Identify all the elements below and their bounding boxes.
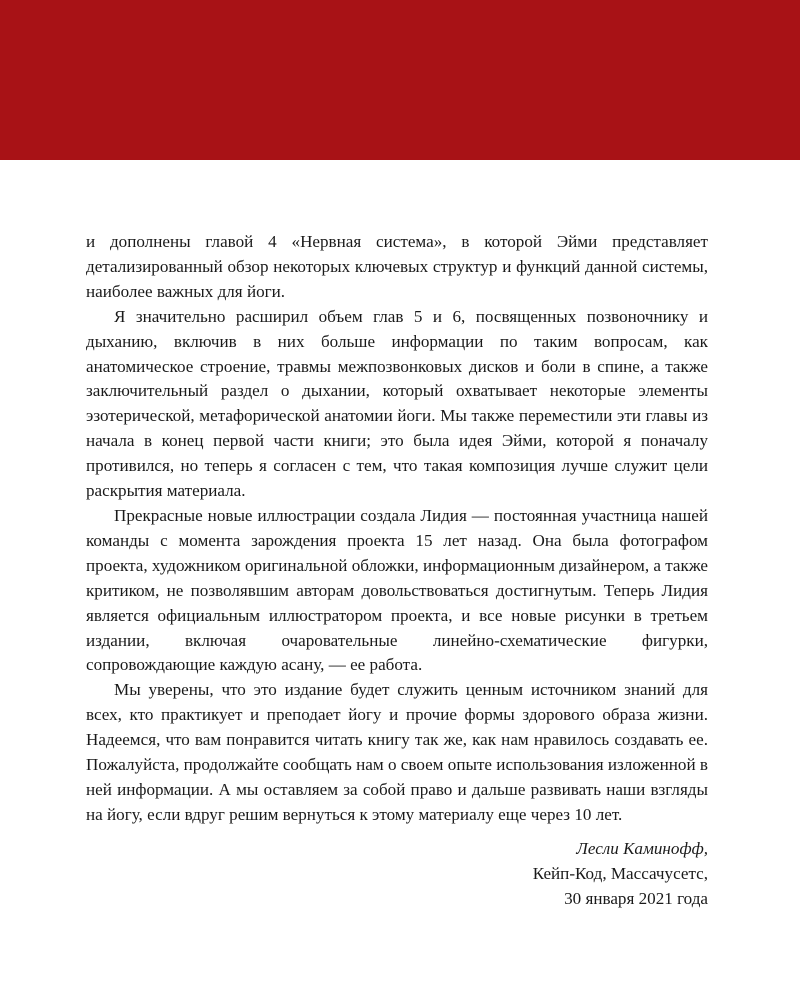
- page-body: [86, 230, 708, 911]
- signature-date: 30 января 2021 года: [564, 888, 708, 908]
- signature-place: Кейп-Код, Массачусетс,: [532, 863, 708, 883]
- paragraph-2: Я значительно расширил объем глав 5 и 6, посвященных позвоночнику и дыханию, включив в них больше информации по таким вопросам, как анатомическое строение, травмы межпозвонковых дисков и боли в спине, а также заключительный раздел о дыхании, который охватывает некоторые элементы эзотерической, метафорической анатомии йоги. Мы также переместили эти главы из начала в конец первой части книги; это была идея Эйми, которой я поначалу противился, но теперь я согласен с тем, что такая композиция лучше служит цели раскрытия материала.: [86, 306, 708, 501]
- paragraph-4: Мы уверены, что это издание будет служить ценным источником знаний для всех, кто практикует и преподает йогу и прочие формы здорового образа жизни. Надеемся, что вам понравится читать книгу так же, как нам нравилось создавать ее. Пожалуйста, продолжайте сообщать нам о своем опыте использования изложенной в ней информации. А мы оставляем за собой право и дальше развивать наши взгляды на йогу, если вдруг решим вернуться к этому материалу еще через 10 лет.: [86, 680, 708, 824]
- paragraph-3: Прекрасные новые иллюстрации создала Лидия — постоянная участница нашей команды с момента зарождения проекта 15 лет назад. Она была фотографом проекта, художником оригинальной обложки, информационным дизайнером, а также критиком, не позволявшим авторам довольствоваться достигнутым. Теперь Лидия является официальным иллюстратором проекта, и все новые рисунки в третьем издании, включая очаровательные линейно-схематические фигурки, сопровождающие каждую асану, — ее работа.: [86, 505, 708, 675]
- header-band: [0, 0, 800, 160]
- signature-block: [86, 836, 708, 911]
- signature-author: Лесли Каминофф,: [576, 838, 708, 858]
- paragraph-1: и дополнены главой 4 «Нервная система», в которой Эйми представляет детализированный обзор некоторых ключевых структур и функций данной системы, наиболее важных для йоги.: [86, 232, 708, 301]
